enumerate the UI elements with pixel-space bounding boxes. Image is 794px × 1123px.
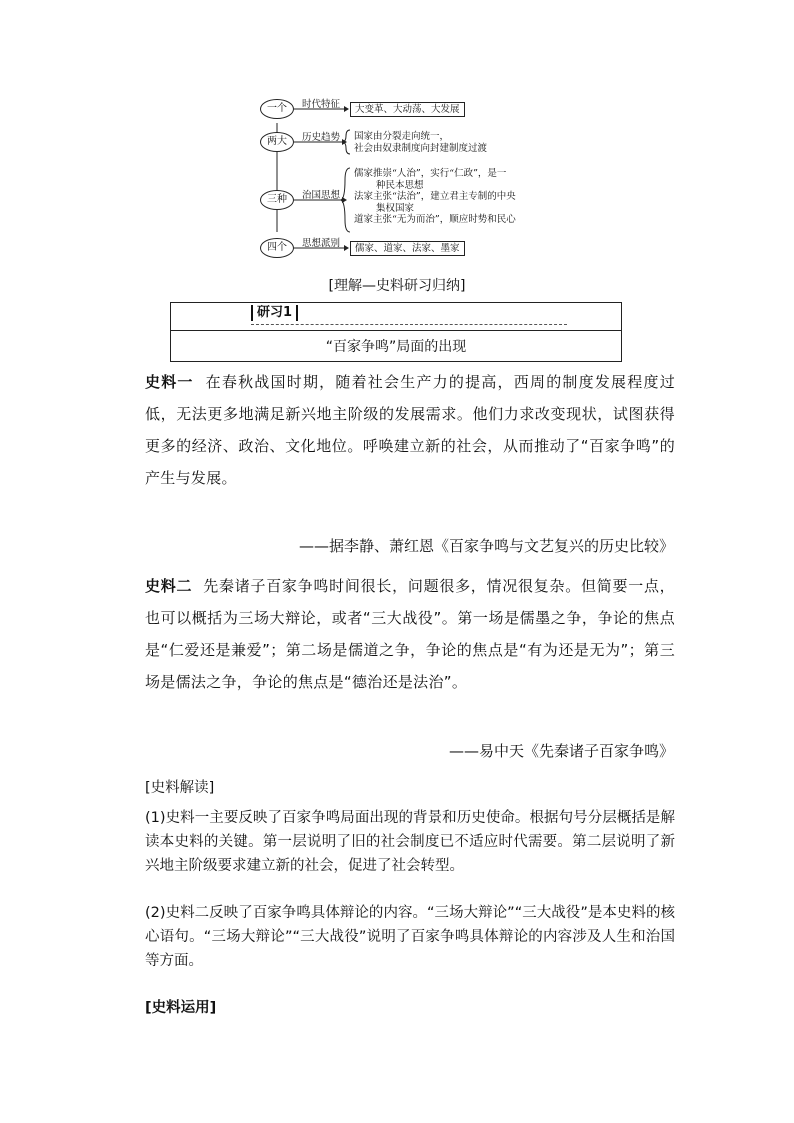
branch-label: 历史趋势 bbox=[302, 132, 341, 143]
branch-line: 儒家推崇“人治”，实行“仁政”，是一 bbox=[354, 168, 507, 179]
branch-content bbox=[354, 168, 516, 226]
mind-map-node: 三种 bbox=[260, 190, 294, 210]
mind-map bbox=[258, 96, 548, 266]
branch-line-text: 种民本思想 bbox=[376, 179, 424, 191]
branch-content-box: 大变革、大动荡、大发展 bbox=[350, 102, 465, 117]
section-heading: [理解—史料研习归纳] bbox=[328, 278, 466, 294]
branch-label: 时代特征 bbox=[302, 99, 341, 110]
branch-line bbox=[354, 180, 516, 192]
application-heading: [史料运用] bbox=[145, 1000, 217, 1016]
branch-line-text: 集权国家 bbox=[376, 202, 415, 214]
branch-line: 道家主张“无为而治”，顺应时势和民心 bbox=[354, 214, 516, 225]
interpretation-heading: [史料解读] bbox=[145, 780, 215, 796]
mind-map-node: 一个 bbox=[260, 99, 294, 119]
material-1 bbox=[145, 366, 675, 494]
material-label: 史料一 bbox=[145, 373, 194, 391]
interpretation-paragraph-1: (1)史料一主要反映了百家争鸣局面出现的背景和历史使命。根据句号分层概括是解读本史料的关键。第一层说明了旧的社会制度已不适应时代需要。第二层说明了新兴地主阶级要求建立新的社会，促进了社会转型。 bbox=[145, 810, 675, 874]
branch-content bbox=[354, 131, 487, 154]
branch-line: 国家由分裂走向统一， bbox=[354, 131, 450, 142]
branch-line: 法家主张“法治”，建立君主专制的中央 bbox=[354, 191, 516, 202]
material-2 bbox=[145, 570, 675, 698]
branch-line bbox=[354, 203, 516, 215]
study-box bbox=[170, 302, 622, 362]
material-label: 史料二 bbox=[145, 577, 193, 595]
dashed-divider bbox=[251, 324, 567, 325]
material-text: 先秦诸子百家争鸣时间很长，问题很多，情况很复杂。但简要一点，也可以概括为三场大辩论，或者“三大战役”。第一场是儒墨之争，争论的焦点是“仁爱还是兼爱”；第二场是儒道之争，争论的焦点是“有为还是无为”；第三场是儒法之争，争论的焦点是“德治还是法治”。 bbox=[145, 577, 675, 691]
box-divider bbox=[171, 330, 621, 331]
material-1-source: ——据李静、萧红恩《百家争鸣与文艺复兴的历史比较》 bbox=[298, 537, 674, 555]
study-tag: 研习1 bbox=[251, 305, 298, 321]
material-2-source: ——易中天《先秦诸子百家争鸣》 bbox=[448, 742, 674, 760]
material-text: 在春秋战国时期，随着社会生产力的提高，西周的制度发展程度过低，无法更多地满足新兴地主阶级的发展需求。他们力求改变现状，试图获得更多的经济、政治、文化地位。呼唤建立新的社会，从而推动了“百家争鸣”的产生与发展。 bbox=[145, 373, 676, 487]
study-title: “百家争鸣”局面的出现 bbox=[325, 339, 467, 355]
interpretation-paragraph-2: (2)史料二反映了百家争鸣具体辩论的内容。“三场大辩论”“三大战役”是本史料的核心语句。“三场大辩论”“三大战役”说明了百家争鸣具体辩论的内容涉及人生和治国等方面。 bbox=[145, 905, 675, 969]
branch-line: 社会由奴隶制度向封建制度过渡 bbox=[354, 142, 488, 154]
mind-map-node: 四个 bbox=[260, 238, 294, 258]
mind-map-node: 两大 bbox=[260, 132, 294, 152]
branch-label: 治国思想 bbox=[302, 190, 341, 201]
branch-content-box: 儒家、道家、法家、墨家 bbox=[350, 241, 465, 256]
branch-label: 思想派别 bbox=[302, 238, 341, 249]
